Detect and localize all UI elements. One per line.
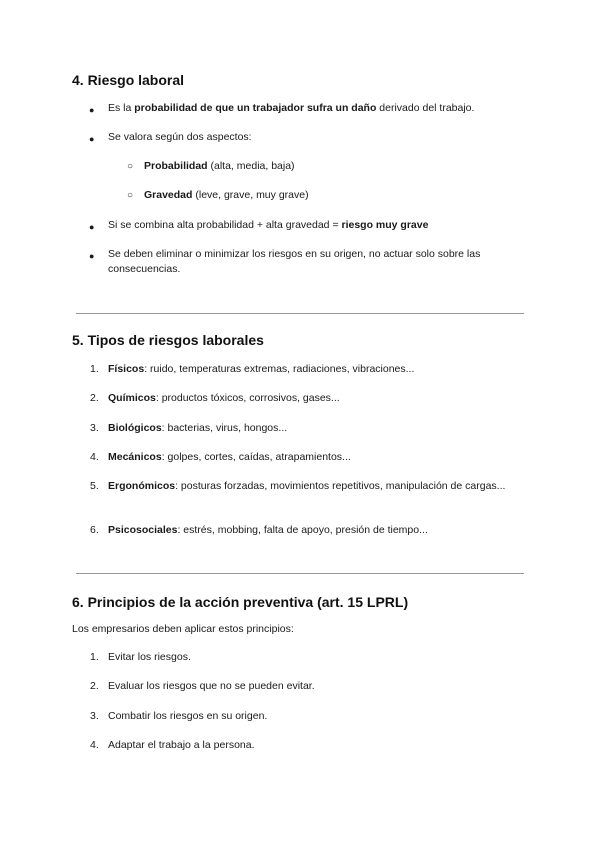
bullet-icon: ● <box>89 222 95 232</box>
risk-aspects-text: Se valora según dos aspectos: <box>108 131 252 143</box>
risk-type-item: Psicosociales: estrés, mobbing, falta de apoyo, presión de tiempo... <box>108 524 428 536</box>
section-5-title: 5. Tipos de riesgos laborales <box>72 332 264 348</box>
section-divider <box>76 573 524 574</box>
risk-definition-text: Es la probabilidad de que un trabajador sufra un daño derivado del trabajo. <box>108 102 475 114</box>
bullet-icon: ● <box>89 105 95 115</box>
risk-type-item: Mecánicos: golpes, cortes, caídas, atrapamientos... <box>108 451 351 463</box>
section-divider <box>76 313 524 314</box>
probability-item: Probabilidad (alta, media, baja) <box>144 160 295 172</box>
bullet-icon: ● <box>89 251 95 261</box>
risk-type-item: Químicos: productos tóxicos, corrosivos, gases... <box>108 392 340 404</box>
principle-item: Evaluar los riesgos que no se pueden evitar. <box>108 680 315 692</box>
list-number: 2. <box>90 680 99 692</box>
section-4-title: 4. Riesgo laboral <box>72 72 185 88</box>
severe-risk-text: Si se combina alta probabilidad + alta gravedad = riesgo muy grave <box>108 219 429 231</box>
list-number: 5. <box>90 480 99 492</box>
list-number: 4. <box>90 739 99 751</box>
list-number: 1. <box>90 363 99 375</box>
principle-item: Adaptar el trabajo a la persona. <box>108 739 255 751</box>
principles-intro-text: Los empresarios deben aplicar estos principios: <box>72 623 294 635</box>
risk-type-item: Físicos: ruido, temperaturas extremas, radiaciones, vibraciones... <box>108 363 415 375</box>
circle-bullet-icon: ○ <box>127 161 134 172</box>
list-number: 3. <box>90 710 99 722</box>
principle-item: Combatir los riesgos en su origen. <box>108 710 268 722</box>
list-number: 4. <box>90 451 99 463</box>
severity-item: Gravedad (leve, grave, muy grave) <box>144 189 309 201</box>
list-number: 3. <box>90 422 99 434</box>
list-number: 1. <box>90 651 99 663</box>
risk-type-item: Ergonómicos: posturas forzadas, movimientos repetitivos, manipulación de cargas... <box>108 480 506 492</box>
section-6-title: 6. Principios de la acción preventiva (art. 15 LPRL) <box>72 594 409 610</box>
list-number: 2. <box>90 392 99 404</box>
risk-type-item: Biológicos: bacterias, virus, hongos... <box>108 422 288 434</box>
bullet-icon: ● <box>89 134 95 144</box>
eliminate-risks-text: Se deben eliminar o minimizar los riesgos en su origen, no actuar solo sobre las consecuencias. <box>108 248 481 275</box>
list-number: 6. <box>90 524 99 536</box>
circle-bullet-icon: ○ <box>127 190 134 201</box>
principle-item: Evitar los riesgos. <box>108 651 191 663</box>
